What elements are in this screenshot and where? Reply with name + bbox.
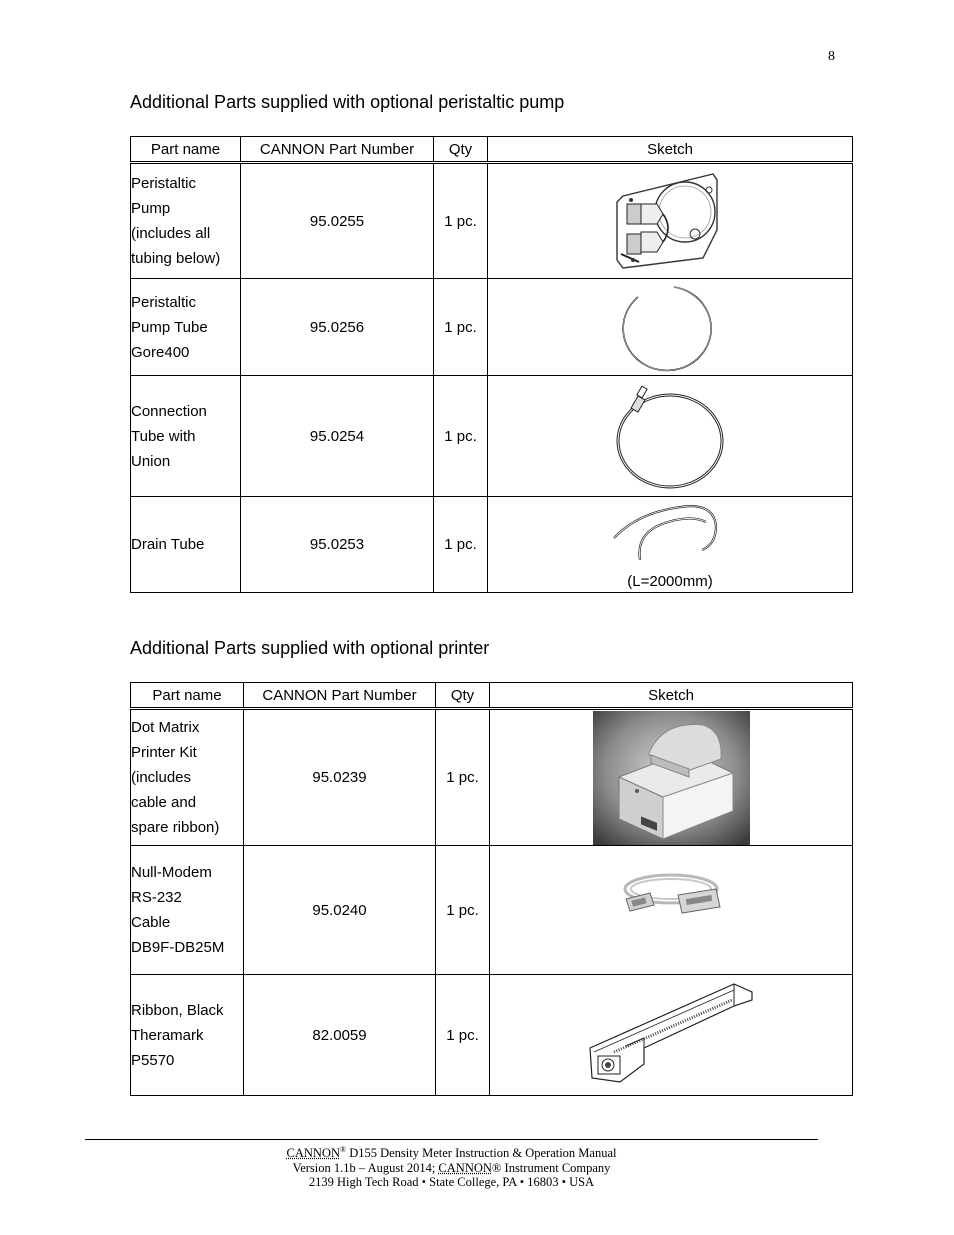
header-part-name: Part name <box>131 683 244 709</box>
header-sketch: Sketch <box>488 137 853 163</box>
peristaltic-pump-drawing-icon <box>613 170 725 272</box>
part-number-cell: 95.0254 <box>241 376 434 497</box>
part-name-line: Drain Tube <box>131 536 205 553</box>
table-row <box>131 975 853 1096</box>
table-row <box>131 376 853 497</box>
qty-cell: 1 pc. <box>434 279 488 376</box>
serial-cable-photo-icon <box>616 865 726 927</box>
qty-cell: 1 pc. <box>434 376 488 497</box>
sketch-cell <box>490 975 853 1096</box>
peristaltic-parts-table <box>130 136 853 593</box>
table-row <box>131 163 853 279</box>
footer-divider <box>85 1139 818 1140</box>
footer-company: Instrument Company <box>501 1160 611 1175</box>
sketch-cell <box>490 846 853 975</box>
qty-cell: 1 pc. <box>436 846 490 975</box>
part-number-cell: 95.0240 <box>244 846 436 975</box>
part-name-cell <box>131 163 241 279</box>
header-part-number: CANNON Part Number <box>244 683 436 709</box>
footer-line-1 <box>85 1143 818 1161</box>
header-sketch: Sketch <box>490 683 853 709</box>
registered-mark: ® <box>339 1145 347 1154</box>
footer-line-3: 2139 High Tech Road • State College, PA • 16803 • USA <box>308 1175 595 1190</box>
header-part-number: CANNON Part Number <box>241 137 434 163</box>
header-qty: Qty <box>436 683 490 709</box>
part-name-line: Peristaltic <box>131 293 197 311</box>
footer-brand: CANNON <box>438 1160 492 1175</box>
qty-cell: 1 pc. <box>434 163 488 279</box>
pump-tube-drawing-icon <box>618 283 718 375</box>
printer-parts-table <box>130 682 853 1096</box>
footer-version: Version 1.1b – August 2014; <box>292 1160 439 1175</box>
page-number: 8 <box>828 49 835 64</box>
part-name-line: (includes all <box>131 225 211 242</box>
part-name-cell <box>131 279 241 376</box>
part-number-cell: 82.0059 <box>244 975 436 1096</box>
part-name-cell <box>131 709 244 846</box>
part-name-line: Cable <box>131 914 171 931</box>
part-name-line: Pump Tube <box>131 318 208 336</box>
table-header-row <box>131 683 853 709</box>
part-name-line: Tube with <box>131 427 196 445</box>
sketch-cell <box>488 279 853 376</box>
footer-manual-title: D155 Density Meter Instruction & Operation Manual <box>346 1146 617 1161</box>
part-name-line: Theramark <box>131 1026 204 1044</box>
sketch-cell <box>490 709 853 846</box>
registered-mark: ® <box>491 1160 502 1175</box>
part-number-cell: 95.0239 <box>244 709 436 846</box>
part-name-cell <box>131 846 244 975</box>
part-name-line: DB9F-DB25M <box>131 939 225 956</box>
part-name-line: cable and <box>131 794 197 811</box>
sketch-cell <box>488 376 853 497</box>
part-name-line: Printer Kit <box>131 744 197 761</box>
part-name-cell <box>131 975 244 1096</box>
part-name-line: Pump <box>131 200 171 217</box>
footer <box>85 1143 818 1190</box>
header-qty: Qty <box>434 137 488 163</box>
part-name-line: Peristaltic <box>131 175 197 192</box>
part-name-line: RS-232 <box>131 889 182 906</box>
ribbon-cartridge-drawing-icon <box>584 978 756 1090</box>
part-number-cell: 95.0255 <box>241 163 434 279</box>
section-title-peristaltic: Additional Parts supplied with optional peristaltic pump <box>130 92 565 112</box>
table-row <box>131 709 853 846</box>
sketch-cell <box>488 497 853 593</box>
tube-length-note: (L=2000mm) <box>627 572 713 590</box>
sketch-cell <box>488 163 853 279</box>
part-number-cell: 95.0256 <box>241 279 434 376</box>
part-name-cell <box>131 376 241 497</box>
table-row <box>131 279 853 376</box>
part-number-cell: 95.0253 <box>241 497 434 593</box>
section-title-printer: Additional Parts supplied with optional printer <box>130 638 490 658</box>
part-name-line: (includes <box>131 769 192 786</box>
part-name-line: Connection <box>131 402 207 420</box>
qty-cell: 1 pc. <box>436 709 490 846</box>
table-row <box>131 497 853 593</box>
part-name-cell <box>131 497 241 593</box>
table-row <box>131 846 853 975</box>
header-part-name: Part name <box>131 137 241 163</box>
printer-photo-icon <box>593 711 750 845</box>
qty-cell: 1 pc. <box>436 975 490 1096</box>
drain-tube-drawing-icon <box>610 500 722 560</box>
table-header-row <box>131 137 853 163</box>
part-name-line: Union <box>131 452 171 470</box>
part-name-line: Dot Matrix <box>131 719 200 736</box>
qty-cell: 1 pc. <box>434 497 488 593</box>
part-name-line: Null-Modem <box>131 864 212 881</box>
part-name-line: spare ribbon) <box>131 819 220 836</box>
part-name-line: P5570 <box>131 1051 175 1069</box>
part-name-line: Gore400 <box>131 343 190 361</box>
part-name-line: tubing below) <box>131 250 221 267</box>
footer-brand: CANNON <box>286 1146 340 1161</box>
part-name-line: Ribbon, Black <box>131 1001 224 1019</box>
connection-tube-drawing-icon <box>614 383 726 491</box>
footer-line-2 <box>85 1161 818 1176</box>
